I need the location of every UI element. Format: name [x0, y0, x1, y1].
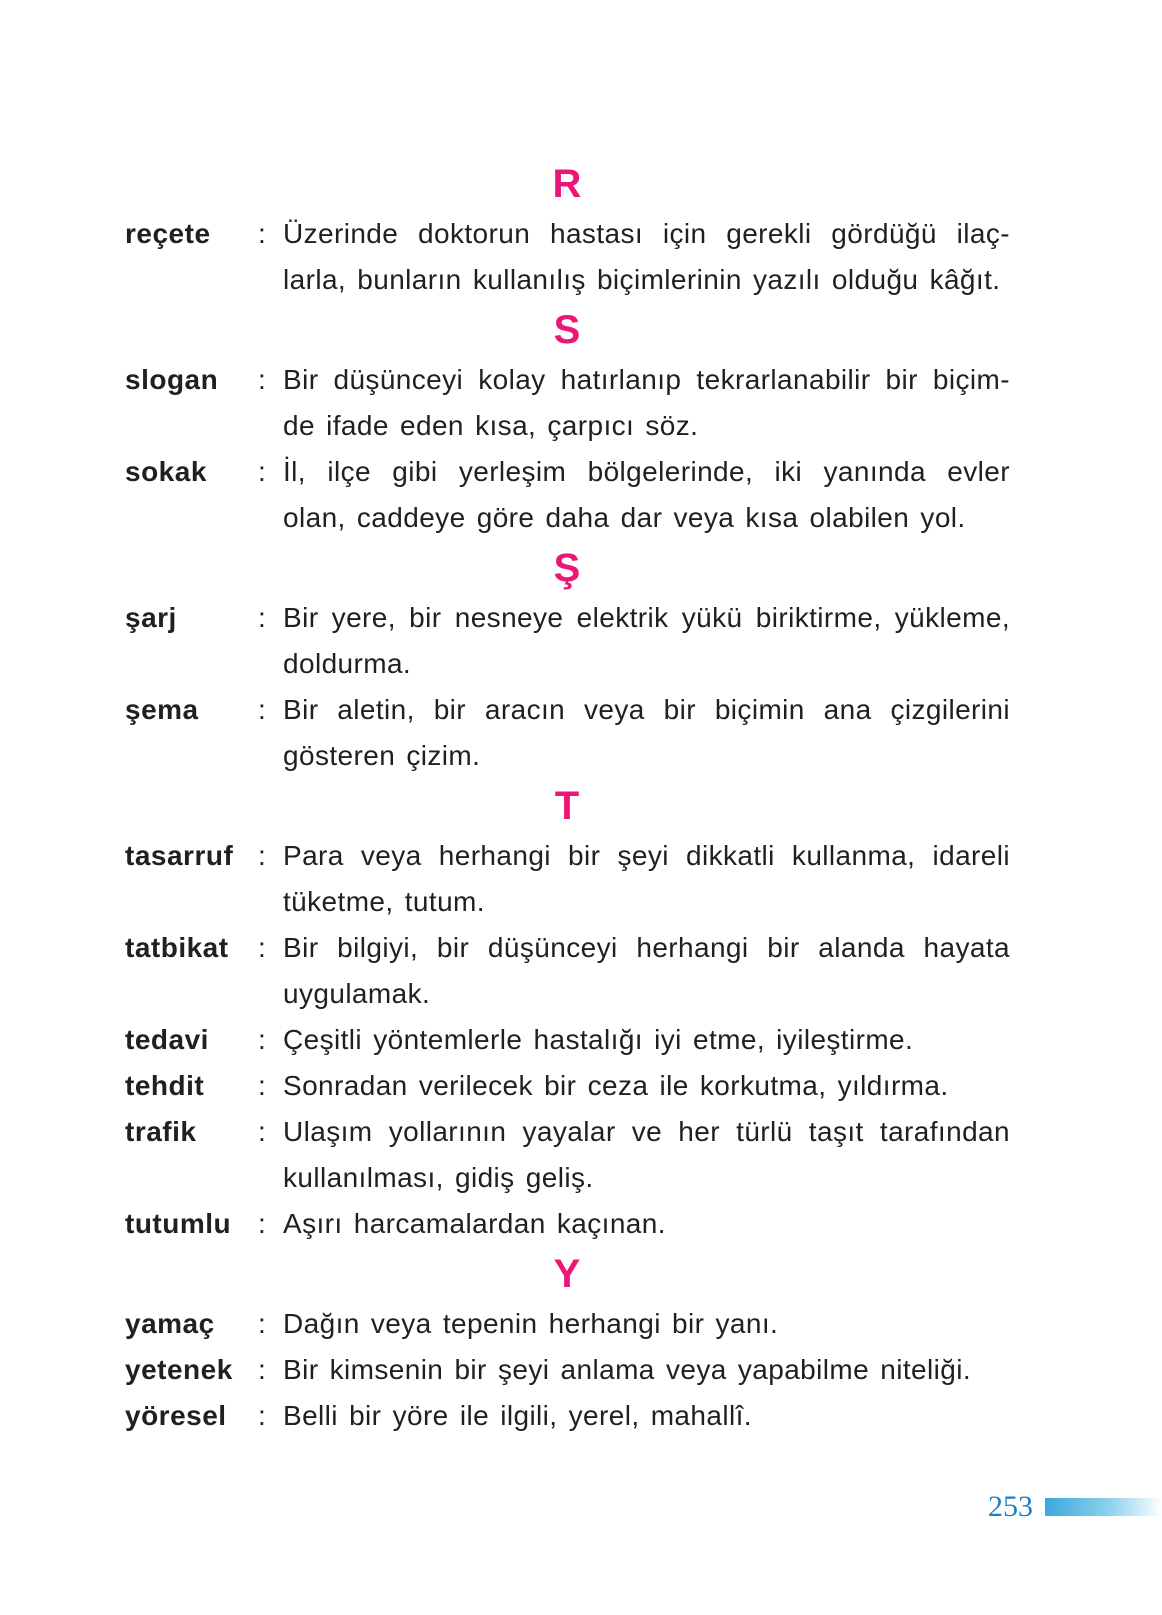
definition-text	[283, 357, 1010, 449]
definition-text	[283, 687, 1010, 779]
separator-colon: :	[258, 932, 266, 963]
definition-line: kullanılması, gidiş geliş.	[283, 1162, 594, 1193]
separator-colon: :	[258, 1400, 266, 1431]
section-letter-4: Y	[553, 1252, 582, 1296]
definition-text	[283, 449, 1010, 541]
definition-text	[283, 1347, 1010, 1393]
separator-colon: :	[258, 1024, 266, 1055]
definition-text	[283, 211, 1010, 303]
separator-colon: :	[258, 456, 266, 487]
definition-line: Belli bir yöre ile ilgili, yerel, mahallî.	[283, 1400, 752, 1431]
term-label: sokak	[125, 456, 207, 487]
glossary-entry	[125, 595, 1010, 687]
definition-line: Ulaşım yollarının yayalar ve her türlü taşıt tarafından	[283, 1116, 1010, 1147]
definition-text	[283, 1063, 1010, 1109]
definition-text	[283, 833, 1010, 925]
definition-line: Bir düşünceyi kolay hatırlanıp tekrarlanabilir bir biçim-	[283, 364, 1010, 395]
term-label: tehdit	[125, 1070, 205, 1101]
separator-colon: :	[258, 218, 266, 249]
glossary-entry	[125, 1109, 1010, 1201]
term-label: yetenek	[125, 1354, 233, 1385]
page-footer	[0, 1490, 1162, 1523]
term-label: şarj	[125, 602, 177, 633]
section-letter-3: T	[554, 784, 581, 828]
definition-text	[283, 1109, 1010, 1201]
separator-colon: :	[258, 1208, 266, 1239]
term-label: yöresel	[125, 1400, 227, 1431]
definition-line: larla, bunların kullanılış biçimlerinin yazılı olduğu kâğıt.	[283, 264, 1001, 295]
definition-line: olan, caddeye göre daha dar veya kısa olabilen yol.	[283, 502, 966, 533]
definition-text	[283, 595, 1010, 687]
term-label: yamaç	[125, 1308, 215, 1339]
definition-line: Bir aletin, bir aracın veya bir biçimin ana çizgilerini	[283, 694, 1010, 725]
separator-colon: :	[258, 840, 266, 871]
term-label: trafik	[125, 1116, 197, 1147]
definition-line: Sonradan verilecek bir ceza ile korkutma, yıldırma.	[283, 1070, 949, 1101]
term-label: tutumlu	[125, 1208, 232, 1239]
glossary-entry	[125, 1393, 1010, 1439]
glossary-content	[125, 157, 1010, 1439]
definition-text	[283, 1393, 1010, 1439]
definition-line: İl, ilçe gibi yerleşim bölgelerinde, iki yanında evler	[283, 456, 1010, 487]
glossary-entry	[125, 925, 1010, 1017]
separator-colon: :	[258, 602, 266, 633]
definition-line: Bir yere, bir nesneye elektrik yükü biriktirme, yükleme,	[283, 602, 1010, 633]
term-label: tedavi	[125, 1024, 209, 1055]
page-number: 253	[988, 1490, 1033, 1523]
definition-line: de ifade eden kısa, çarpıcı söz.	[283, 410, 699, 441]
glossary-entry	[125, 687, 1010, 779]
separator-colon: :	[258, 1116, 266, 1147]
section-letter-0: R	[552, 162, 583, 206]
definition-line: Bir bilgiyi, bir düşünceyi herhangi bir alanda hayata	[283, 932, 1010, 963]
definition-line: Aşırı harcamalardan kaçınan.	[283, 1208, 666, 1239]
glossary-entry	[125, 1063, 1010, 1109]
definition-line: gösteren çizim.	[283, 740, 481, 771]
section-letter-2: Ş	[553, 546, 582, 590]
glossary-entry	[125, 449, 1010, 541]
separator-colon: :	[258, 1308, 266, 1339]
glossary-entry	[125, 211, 1010, 303]
glossary-entry	[125, 1201, 1010, 1247]
glossary-entry	[125, 357, 1010, 449]
definition-line: tüketme, tutum.	[283, 886, 485, 917]
glossary-entry	[125, 1017, 1010, 1063]
footer-gradient-bar	[1045, 1498, 1162, 1516]
term-label: reçete	[125, 218, 211, 249]
term-label: tatbikat	[125, 932, 229, 963]
separator-colon: :	[258, 1070, 266, 1101]
term-label: şema	[125, 694, 199, 725]
glossary-entry	[125, 833, 1010, 925]
separator-colon: :	[258, 694, 266, 725]
term-label: slogan	[125, 364, 219, 395]
separator-colon: :	[258, 1354, 266, 1385]
definition-line: uygulamak.	[283, 978, 431, 1009]
definition-text	[283, 1017, 1010, 1063]
definition-text	[283, 1301, 1010, 1347]
term-label: tasarruf	[125, 840, 234, 871]
definition-text	[283, 1201, 1010, 1247]
definition-line: Çeşitli yöntemlerle hastalığı iyi etme, iyileştirme.	[283, 1024, 914, 1055]
section-letter-1: S	[553, 308, 582, 352]
separator-colon: :	[258, 364, 266, 395]
definition-line: Üzerinde doktorun hastası için gerekli gördüğü ilaç-	[283, 218, 1010, 249]
definition-text	[283, 925, 1010, 1017]
definition-line: Para veya herhangi bir şeyi dikkatli kullanma, idareli	[283, 840, 1010, 871]
definition-line: Bir kimsenin bir şeyi anlama veya yapabilme niteliği.	[283, 1354, 972, 1385]
glossary-entry	[125, 1301, 1010, 1347]
definition-line: Dağın veya tepenin herhangi bir yanı.	[283, 1308, 779, 1339]
glossary-entry	[125, 1347, 1010, 1393]
definition-line: doldurma.	[283, 648, 412, 679]
